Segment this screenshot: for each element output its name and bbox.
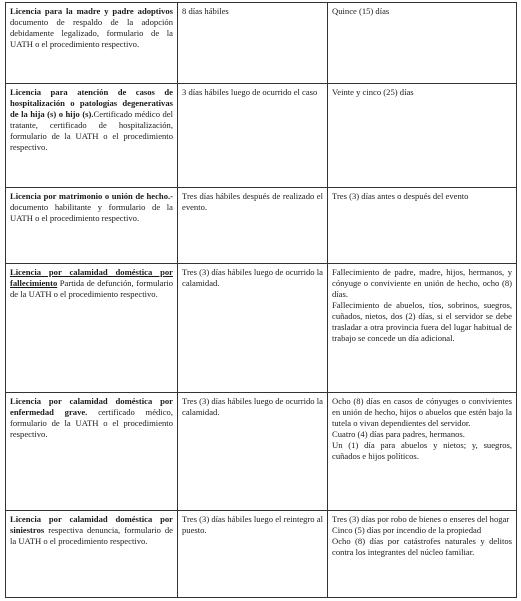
leave-type-title: Licencia por calamidad doméstica por enfermedad grave.	[10, 396, 173, 417]
leave-types-table	[5, 2, 517, 598]
table-row	[6, 511, 517, 598]
leave-type-requirements: Certificado médico del tratante, certificado de hospitalización, formulario de la UATH o el procedimiento respectivo.	[10, 109, 174, 152]
leave-type-title: Licencia por matrimonio o unión de hecho.-	[10, 191, 173, 201]
duration-cell	[328, 264, 517, 393]
leave-type-title: Licencia por calamidad doméstica por siniestros	[10, 514, 173, 535]
leave-type-cell	[6, 264, 178, 393]
leave-type-requirements: documento habilitante y formulario de la UATH o el procedimiento respectivo.	[10, 202, 173, 223]
leave-type-title: Licencia por calamidad doméstica por fallecimiento	[10, 267, 173, 288]
table-row	[6, 188, 517, 264]
leave-type-cell	[6, 511, 178, 598]
leave-type-requirements: certificado médico, formulario de la UATH o el procedimiento respectivo.	[10, 407, 173, 439]
duration-cell	[328, 84, 517, 188]
leave-type-title: Licencia para la madre y padre adoptivos	[10, 6, 173, 16]
duration-line: Quince (15) días	[332, 6, 390, 16]
duration-line: Ocho (8) días por catástrofes naturales y delitos contra los integrantes del núcleo familiar.	[332, 536, 512, 557]
leave-type-cell	[6, 3, 178, 84]
duration-cell	[328, 511, 517, 598]
duration-line: Tres (3) días antes o después del evento	[332, 191, 469, 201]
table-row	[6, 264, 517, 393]
duration-line: Veinte y cinco (25) días	[332, 87, 414, 97]
notice-period-cell: 3 días hábiles luego de ocurrido el caso	[178, 84, 328, 188]
table-row	[6, 393, 517, 511]
notice-period-cell: Tres días hábiles después de realizado el evento.	[178, 188, 328, 264]
duration-cell	[328, 3, 517, 84]
table-row	[6, 3, 517, 84]
document-page	[5, 2, 516, 598]
duration-line: Cuatro (4) días para padres, hermanos.	[332, 429, 465, 439]
leave-type-title: Licencia para atención de casos de hospitalización o patologías degenerativas de la hija (s) o hijo (s).	[10, 87, 173, 119]
notice-period-cell: 8 días hábiles	[178, 3, 328, 84]
notice-period-cell: Tres (3) días hábiles luego de ocurrido la calamidad.	[178, 264, 328, 393]
duration-cell	[328, 188, 517, 264]
leave-type-requirements: documento de respaldo de la adopción debidamente legalizado, formulario de la UATH o el procedimiento respectivo.	[10, 17, 173, 49]
leave-type-requirements: Partida de defunción, formulario de la UATH o el procedimiento respectivo.	[10, 278, 173, 299]
leave-type-cell	[6, 84, 178, 188]
duration-line: Fallecimiento de abuelos, tíos, sobrinos, suegros, cuñados, nietos, dos (2) días, si el servidor se debe trasladar a otra provincia fuera del lugar habitual de trabajo se concede un día adicional.	[332, 300, 512, 343]
duration-line: Un (1) día para abuelos y nietos; y, suegros, cuñados e hijos políticos.	[332, 440, 512, 461]
duration-line: Tres (3) días por robo de bienes o enseres del hogar	[332, 514, 510, 524]
duration-line: Cinco (5) días por incendio de la propiedad	[332, 525, 482, 535]
duration-line: Fallecimiento de padre, madre, hijos, hermanos, y cónyuge o conviviente en unión de hecho, ocho (8) días.	[332, 267, 512, 299]
notice-period-cell: Tres (3) días hábiles luego de ocurrido la calamidad.	[178, 393, 328, 511]
duration-cell	[328, 393, 517, 511]
leave-type-requirements: respectiva denuncia, formulario de la UATH o el procedimiento respectivo.	[10, 525, 173, 546]
notice-period-cell: Tres (3) días hábiles luego el reintegro al puesto.	[178, 511, 328, 598]
duration-line: Ocho (8) días en casos de cónyuges o convivientes en unión de hecho, hijos o abuelos que estén bajo la tutela o vivan dependientes del servidor.	[332, 396, 512, 428]
leave-type-cell	[6, 393, 178, 511]
table-row	[6, 84, 517, 188]
leave-type-cell	[6, 188, 178, 264]
